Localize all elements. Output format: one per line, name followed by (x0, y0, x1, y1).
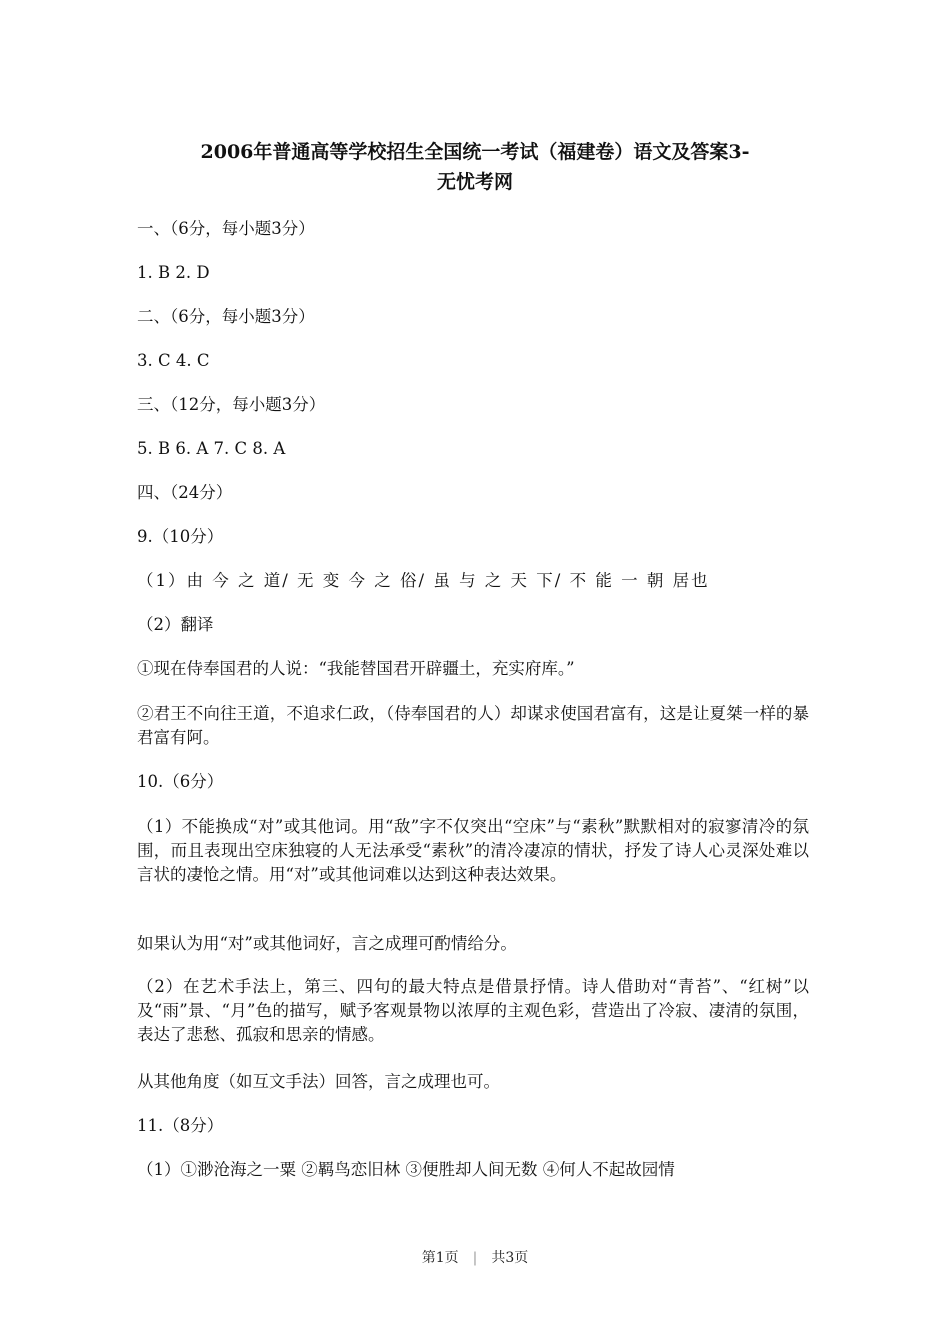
question10-heading: 10.（6分） (137, 772, 224, 791)
question9-part2: （2）翻译 (137, 615, 214, 634)
section3-answers: 5. B 6. A 7. C 8. A (137, 439, 286, 458)
question9-part1: （1）由 今 之 道/ 无 变 今 之 俗/ 虽 与 之 天 下/ 不 能 一 朝 居也 (137, 571, 710, 590)
document-title-line2: 无忧考网 (436, 171, 513, 193)
section2-heading: 二、（6分，每小题3分） (137, 307, 315, 326)
question10-part2: （2）在艺术手法上，第三、四句的最大特点是借景抒情。诗人借助对“青苔”、“红树”以及“雨”景、“月”色的描写，赋予客观景物以浓厚的主观色彩，营造出了冷寂、凄清的氛围，表达了悲愁、孤寂和思亲的情感。 (137, 977, 809, 1044)
question11-part1: （1）①渺沧海之一粟 ②羁鸟恋旧林 ③便胜却人间无数 ④何人不起故园情 (137, 1160, 675, 1179)
question11-heading: 11.（8分） (137, 1116, 224, 1135)
page-footer (0, 1247, 950, 1267)
question10-part1: （1）不能换成“对”或其他词。用“敌”字不仅突出“空床”与“素秋”默默相对的寂寥清冷的氛围，而且表现出空床独寝的人无法承受“素秋”的清冷凄凉的情状，抒发了诗人心灵深处难以言状的凄怆之情。用“对”或其他词难以达到这种表达效果。 (137, 817, 809, 884)
question10-note2: 从其他角度（如互文手法）回答，言之成理也可。 (137, 1072, 500, 1091)
section4-heading: 四、（24分） (137, 483, 233, 502)
footer-separator: | (472, 1250, 478, 1266)
section1-heading: 一、（6分，每小题3分） (137, 219, 315, 238)
question9-translation2: ②君王不向往王道，不追求仁政，（侍奉国君的人）却谋求使国君富有，这是让夏桀一样的暴君富有阿。 (137, 704, 809, 747)
document-title-line1: 2006年普通高等学校招生全国统一考试（福建卷）语文及答案3- (200, 141, 750, 163)
page-number-total: 共3页 (491, 1250, 529, 1266)
page-number-current: 第1页 (421, 1250, 459, 1266)
question9-heading: 9.（10分） (137, 527, 224, 546)
section2-answers: 3. C 4. C (137, 351, 210, 370)
section1-answers: 1. B 2. D (137, 263, 210, 282)
question9-translation1: ①现在侍奉国君的人说：“我能替国君开辟疆土，充实府库。” (137, 659, 575, 678)
question10-note1: 如果认为用“对”或其他词好，言之成理可酌情给分。 (137, 934, 517, 953)
section3-heading: 三、（12分，每小题3分） (137, 395, 326, 414)
